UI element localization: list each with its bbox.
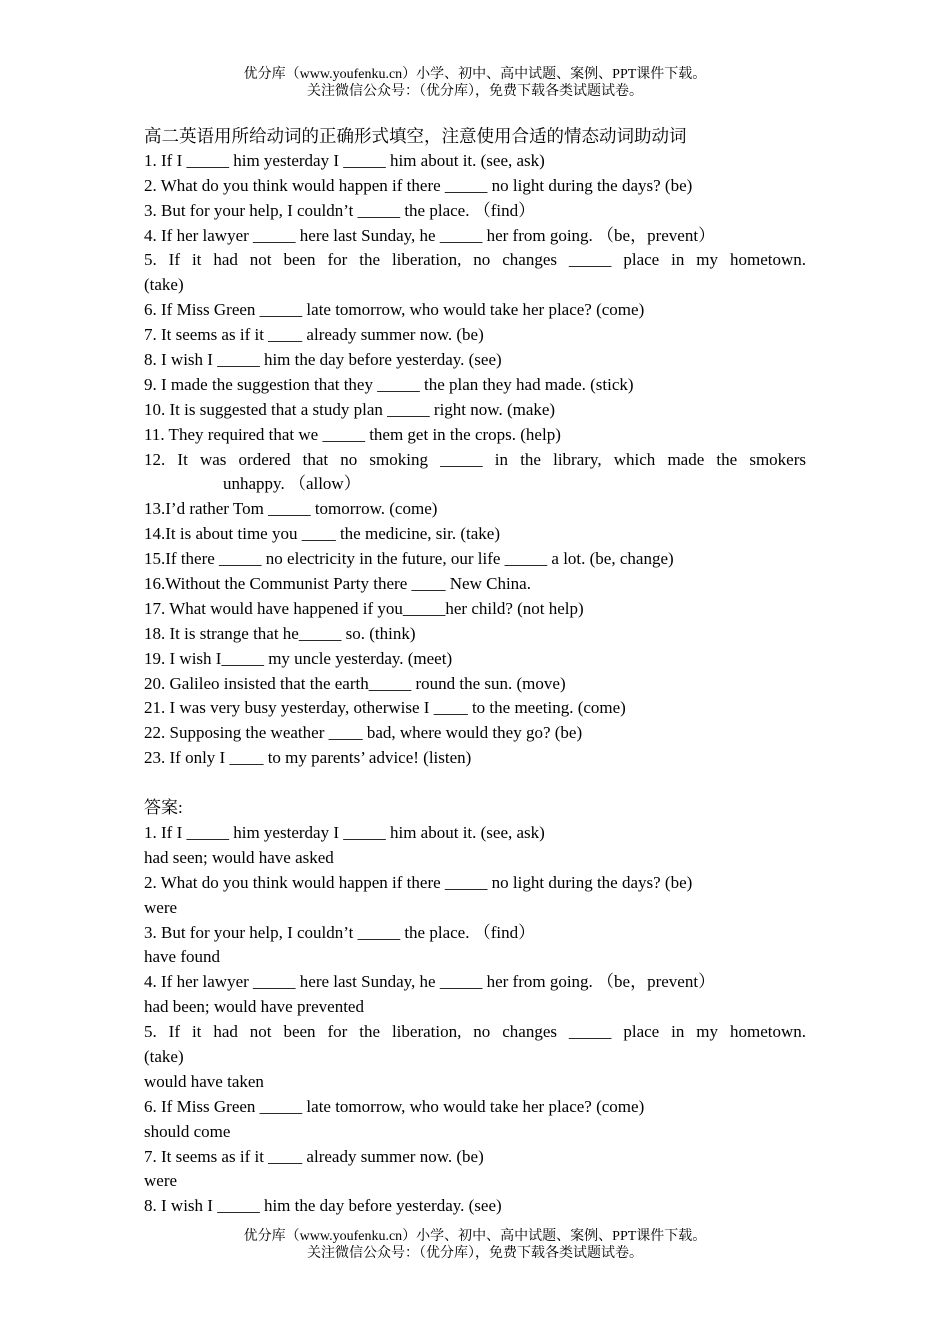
question-line: 17. What would have happened if you_____her child? (not help) (144, 598, 584, 618)
answer-line: 1. If I _____ him yesterday I _____ him about it. (see, ask) (144, 822, 545, 842)
question-line: 23. If only I ____ to my parents’ advice! (listen) (144, 748, 472, 768)
question-line: 8. I wish I _____ him the day before yesterday. (see) (144, 350, 502, 370)
answer-line: 5. If it had not been for the liberation, no changes _____ place in my hometown. (144, 1022, 806, 1042)
question-line: 18. It is strange that he_____ so. (think) (144, 623, 416, 643)
question-line: 12. It was ordered that no smoking _____ in the library, which made the smokers (144, 449, 806, 469)
question-line: 22. Supposing the weather ____ bad, where would they go? (be) (144, 723, 583, 743)
answer-line: 4. If her lawyer _____ here last Sunday, he _____ her from going. （be，prevent） (144, 972, 716, 992)
answer-line: have found (144, 947, 221, 967)
question-line: 9. I made the suggestion that they _____ the plan they had made. (stick) (144, 374, 634, 394)
answer-line: would have taken (144, 1071, 264, 1091)
question-line: 5. If it had not been for the liberation, no changes _____ place in my hometown. (144, 250, 806, 270)
question-line: (take) (144, 275, 184, 295)
question-line: 11. They required that we _____ them get in the crops. (help) (144, 424, 561, 444)
question-line: 7. It seems as if it ____ already summer now. (be) (144, 325, 484, 345)
answer-line: had seen; would have asked (144, 847, 334, 867)
question-line: unhappy. （allow） (223, 474, 361, 494)
question-line: 3. But for your help, I couldn’t _____ the place. （find） (144, 200, 536, 220)
footer-line-1: 优分库（www.youfenku.cn）小学、初中、高中试题、案例、PPT课件下载。 (243, 1229, 707, 1244)
answer-line: 2. What do you think would happen if there _____ no light during the days? (be) (144, 872, 693, 892)
header-line-1: 优分库（www.youfenku.cn）小学、初中、高中试题、案例、PPT课件下载。 (243, 67, 707, 82)
question-line: 4. If her lawyer _____ here last Sunday, he _____ her from going. （be，prevent） (144, 225, 716, 245)
answer-line: 8. I wish I _____ him the day before yesterday. (see) (144, 1196, 502, 1216)
page-footer (0, 1228, 950, 1262)
question-line: 1. If I _____ him yesterday I _____ him about it. (see, ask) (144, 150, 545, 170)
question-line: 13.I’d rather Tom _____ tomorrow. (come) (144, 499, 438, 519)
question-line: 15.If there _____ no electricity in the future, our life _____ a lot. (be, change) (144, 549, 674, 569)
answer-line: 7. It seems as if it ____ already summer now. (be) (144, 1146, 484, 1166)
answer-line: should come (144, 1121, 231, 1141)
document-body (144, 124, 806, 1219)
question-line: 10. It is suggested that a study plan _____ right now. (make) (144, 399, 556, 419)
page-header (0, 66, 950, 100)
question-line: 21. I was very busy yesterday, otherwise I ____ to the meeting. (come) (144, 698, 626, 718)
answer-line: were (144, 897, 178, 917)
blank-line (144, 771, 806, 796)
answer-line: 6. If Miss Green _____ late tomorrow, who would take her place? (come) (144, 1096, 645, 1116)
question-line: 20. Galileo insisted that the earth_____ round the sun. (move) (144, 673, 566, 693)
question-line: 2. What do you think would happen if there _____ no light during the days? (be) (144, 175, 693, 195)
question-line: 14.It is about time you ____ the medicine, sir. (take) (144, 524, 500, 544)
answer-line: (take) (144, 1046, 184, 1066)
question-line: 19. I wish I_____ my uncle yesterday. (meet) (144, 648, 453, 668)
question-line: 6. If Miss Green _____ late tomorrow, who would take her place? (come) (144, 300, 645, 320)
header-line-2: 关注微信公众号：（优分库），免费下载各类试题试卷。 (307, 84, 643, 99)
answer-line: 3. But for your help, I couldn’t _____ the place. （find） (144, 922, 536, 942)
footer-line-2: 关注微信公众号：（优分库），免费下载各类试题试卷。 (307, 1246, 643, 1261)
worksheet-title: 高二英语用所给动词的正确形式填空，注意使用合适的情态动词助动词 (144, 126, 687, 146)
answers-heading: 答案: (144, 798, 183, 818)
answer-line: were (144, 1171, 178, 1191)
answer-line: had been; would have prevented (144, 997, 364, 1017)
question-line: 16.Without the Communist Party there ____ New China. (144, 574, 531, 594)
